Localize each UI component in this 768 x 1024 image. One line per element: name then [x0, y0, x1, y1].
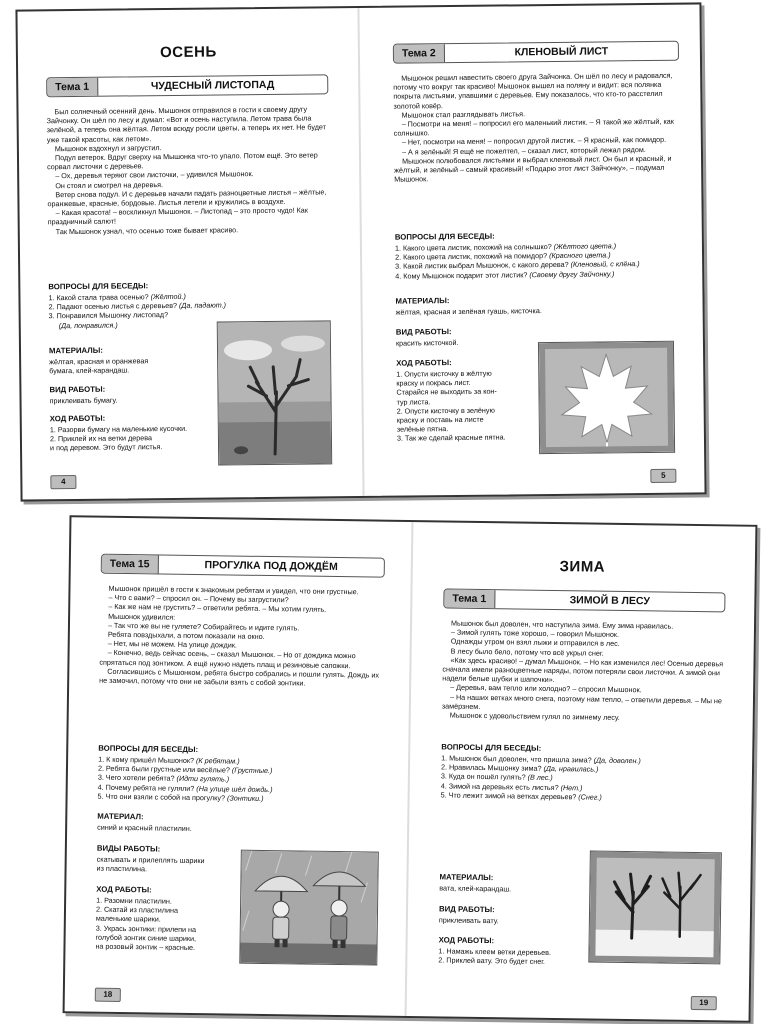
question-text: 4. Зимой на деревьях есть листья?	[440, 781, 561, 792]
progress-list	[396, 368, 537, 443]
text-line: 2. Приклей вату. Это будет снег.	[438, 955, 546, 967]
story-paragraph: В лесу было бело, потому что всё укрыл снег.	[450, 646, 604, 658]
progress-heading: ХОД РАБОТЫ:	[396, 358, 452, 368]
book-spread-autumn	[15, 2, 706, 501]
topic-header	[101, 554, 385, 578]
topic-title: ЧУДЕСНЫЙ ЛИСТОПАД	[150, 78, 275, 93]
worktype-text: красить кисточкой.	[395, 337, 459, 348]
page-5	[358, 4, 704, 496]
text-line: краску и покрась лист.	[396, 378, 471, 388]
text-line: 1. Намажь клеем ветки деревьев.	[438, 946, 552, 957]
materials-heading: МАТЕРИАЛЫ:	[48, 345, 103, 356]
story-paragraph: Согласившись с Мышонком, ребята быстро собрались и пошли гулять. Дождь их не замочил, потому что они не забыли взять с собой зонтики.	[99, 666, 380, 688]
questions-list	[98, 755, 383, 805]
story-paragraph: Мышонок с удовольствием гулял по зимнему лесу.	[449, 710, 620, 722]
story-paragraph: – Так что же вы не гуляете? Собирайтесь и идите гулять.	[107, 620, 300, 633]
answer-text: (Зонтики.)	[226, 793, 264, 803]
answer-text: (В лес.)	[527, 773, 553, 783]
story-paragraph: Ребята повздыхали, а потом показали на окно.	[107, 629, 265, 641]
progress-heading: ХОД РАБОТЫ:	[438, 935, 495, 946]
text-line: 3. Укрась зонтики: прилепи на	[95, 923, 197, 934]
answer-text: (Нет.)	[560, 782, 583, 793]
page-number: 5	[650, 469, 676, 483]
story-paragraph: – Ох, деревья теряют свои листочки, – удивился Мышонок.	[55, 169, 254, 181]
page-19	[406, 522, 754, 1021]
story-paragraph: Мышонок пришёл в гости к знакомым ребятам и увидел, что они грустные.	[108, 583, 359, 597]
question-text: 1. Какой стала трава осенью?	[48, 292, 151, 303]
story-paragraph: Подул ветерок. Вдруг сверху на Мышонка что-то упало. Потом ещё. Это ветер сорвал листочки с деревьев.	[47, 150, 318, 172]
topic-title: ЗИМОЙ В ЛЕСУ	[569, 594, 651, 608]
worktype-text	[97, 855, 247, 875]
story-paragraph: – Зимой гулять тоже хорошо, – говорил Мышонок.	[450, 627, 620, 640]
worktype-heading: ВИД РАБОТЫ:	[395, 327, 452, 337]
answer-text: (Идти гулять.)	[176, 774, 230, 784]
story-paragraph: Мышонок полюбовался листьями и выбрал кленовый лист. Он был и красный, и жёлтый, и зелёный – самый красивый! «Подарю этот лист Зайчонку», – подумал Мышонок.	[394, 153, 672, 184]
story-paragraph: Ветер снова подул. И с деревьев начали падать разноцветные листья – жёлтые, оранжевые, красные, бордовые. Листья летели и кружились в воздухе.	[47, 187, 327, 209]
story-text	[46, 104, 329, 236]
text-line: из пластилина.	[96, 863, 148, 874]
materials-text: вата, клей-карандаш.	[439, 883, 512, 894]
materials-text: жёлтая, красная и зелёная гуашь, кисточка.	[395, 306, 542, 317]
questions-heading: ВОПРОСЫ ДЛЯ БЕСЕДЫ:	[48, 281, 149, 292]
answer-text: (Жёлтого цвета.)	[553, 241, 617, 251]
answer-text: (Жёлтой.)	[150, 291, 186, 302]
text-line: и под деревом. Это будут листья.	[49, 442, 163, 453]
materials-heading: МАТЕРИАЛЫ:	[395, 296, 450, 306]
materials-heading: МАТЕРИАЛЫ:	[439, 872, 494, 883]
topic-number: Тема 15	[102, 555, 159, 574]
questions-list	[395, 241, 681, 281]
text-line: 1. Разорви бумагу на маленькие кусочки.	[49, 423, 188, 435]
topic-header	[46, 74, 328, 97]
materials-text	[49, 356, 209, 376]
question-text: 5. Что лежит зимой на ветках деревьев?	[440, 790, 579, 802]
worktype-heading: ВИДЫ РАБОТЫ:	[96, 843, 161, 854]
answer-text: (К ребятам.)	[195, 756, 240, 766]
text-line: на розовый зонтик – красные.	[95, 941, 196, 953]
topic-header	[393, 41, 679, 64]
story-paragraph: – А я зелёный! Я ещё не пожелтел, – сказал лист, который лежал рядом.	[401, 144, 646, 157]
story-text	[393, 71, 680, 184]
story-paragraph: – Как же нам не грустить? – ответили ребята. – Мы хотим гулять.	[108, 602, 327, 615]
worktype-heading: ВИД РАБОТЫ:	[49, 384, 106, 395]
text-line: тур листа.	[396, 396, 431, 407]
progress-heading: ХОД РАБОТЫ:	[49, 413, 106, 424]
text-line: зелёные пятна.	[396, 424, 449, 434]
questions-heading: ВОПРОСЫ ДЛЯ БЕСЕДЫ:	[394, 231, 495, 242]
children-umbrellas-illustration	[239, 850, 379, 966]
answer-text: (Да, падают.)	[178, 300, 227, 311]
text-line: бумага, клей-карандаш.	[49, 365, 130, 376]
story-text	[99, 584, 384, 689]
progress-heading: ХОД РАБОТЫ:	[96, 884, 152, 895]
story-paragraph: – Какая красота! – воскликнул Мышонок. – Листопад – это просто чудо! Как праздничный салют!	[47, 205, 308, 227]
worktype-text: приклеивать бумагу.	[49, 395, 118, 406]
story-paragraph: «Как здесь красиво! – думал Мышонок. – Но как изменился лес! Осенью деревья сначала имели разноцветные наряды, потом потеряли свои листочки. А зимой они надели белые шубки и шапочки».	[442, 655, 724, 685]
question-text: 2. Нравилась Мышонку зима?	[440, 762, 544, 774]
story-paragraph: – Что с вами? – спросил он. – Почему вы загрустили?	[108, 592, 289, 605]
text-line: краску и поставь на листе	[396, 414, 484, 425]
materials-heading: МАТЕРИАЛ:	[97, 811, 144, 822]
question-text: 1. Мышонок был доволен, что пришла зима?	[441, 753, 594, 765]
text-line: 3. Так же сделай красные пятна.	[396, 432, 506, 444]
page-number: 4	[50, 475, 76, 489]
worktype-heading: ВИД РАБОТЫ:	[438, 904, 495, 915]
answer-text: (На улице шёл дождь.)	[196, 783, 273, 794]
text-line: жёлтая, красная и оранжевая	[49, 356, 149, 367]
text-line: 2. Опусти кисточку в зелёную	[396, 405, 495, 416]
question-text: 5. Что они взяли с собой на прогулку?	[97, 791, 228, 803]
topic-number: Тема 1	[444, 589, 495, 608]
story-paragraph: Так Мышонок узнал, что осенью тоже бывает красиво.	[55, 224, 239, 236]
answer-text: (Да, понравился.)	[58, 320, 118, 330]
story-paragraph: – Деревья, вам тепло или холодно? – спросил Мышонок.	[450, 682, 642, 695]
story-paragraph: – На наших ветках много снега, поэтому нам тепло, – ответили деревья. – Мы не замёрзнем.	[441, 692, 723, 711]
page-number: 19	[691, 996, 717, 1010]
topic-number: Тема 2	[394, 44, 445, 63]
story-paragraph: – Нет, посмотри на меня! – попросил другой листик. – Я красный, как помидор.	[401, 135, 667, 147]
section-title: ОСЕНЬ	[159, 43, 217, 62]
story-paragraph: Был солнечный осенний день. Мышонок отправился в гости к своему другу Зайчонку. Он шёл по лесу и думал: «Вот и осень наступила. Летом трава была зелёной, а теперь она жёлтая. Летом всюду росли цветы, а теперь их нет. Не будет уже такой красоты, как летом».	[46, 104, 326, 144]
materials-text: синий и красный пластилин.	[97, 822, 192, 833]
questions-heading: ВОПРОСЫ ДЛЯ БЕСЕДЫ:	[98, 743, 199, 755]
story-paragraph: – Конечно, ведь сейчас осень, – сказал Мышонок. – Но от дождика можно спрятаться под зонтиком. А ещё нужно надеть плащ и резиновые сапожки.	[99, 648, 356, 670]
question-text: 3. Чего хотели ребята?	[97, 773, 177, 784]
story-paragraph: – Посмотри на меня! – попросил его маленький листик. – Я такой же жёлтый, как солнышко.	[393, 116, 674, 138]
text-line: скатывать и прилеплять шарики	[96, 854, 205, 866]
progress-list	[95, 896, 246, 953]
question-text: 2. Какого цвета листик, похожий на помидор?	[395, 251, 550, 262]
answer-text: (Красного цвета.)	[549, 250, 611, 261]
winter-trees-illustration	[588, 851, 722, 965]
progress-list	[50, 423, 230, 452]
question-text: 4. Кому Мышонок подарит этот листик?	[395, 269, 530, 281]
text-line: 2. Скатай из пластилина	[95, 904, 179, 915]
text-line: Старайся не выходить за кон-	[396, 386, 497, 398]
topic-header	[443, 588, 725, 612]
question-item	[395, 268, 681, 280]
story-paragraph: Мышонок был доволен, что наступила зима. Ему зима нравилась.	[450, 618, 674, 631]
worktype-text: приклеивать вату.	[438, 915, 499, 926]
book-spread-winter	[63, 515, 758, 1023]
answer-text: (Кленовый, с клёна.)	[570, 259, 640, 270]
text-line: 1. Опусти кисточку в жёлтую	[396, 368, 492, 379]
text-line: голубой зонтик синие шарики,	[95, 932, 197, 943]
page-18	[65, 517, 413, 1016]
story-paragraph: Мышонок решил навестить своего друга Зайчонка. Он шёл по лесу и радовался, потому что вокруг так красиво! Мышонок вышел на поляну и видит: вся полянка покрыта листьями, упавшими с деревьев. Ему показалось, что кто-то расстелил золотой ковёр.	[393, 70, 673, 111]
question-text: 2. Ребята были грустные или весёлые?	[97, 763, 232, 775]
bare-tree-illustration	[217, 320, 333, 465]
answer-text: (Грустные.)	[231, 765, 273, 776]
story-paragraph: Мышонок стал разглядывать листья.	[401, 109, 526, 120]
topic-title: КЛЕНОВЫЙ ЛИСТ	[514, 45, 609, 59]
topic-title: ПРОГУЛКА ПОД ДОЖДЁМ	[204, 559, 338, 573]
section-title: ЗИМА	[559, 558, 606, 576]
story-paragraph: Мышонок удивился:	[108, 611, 176, 622]
question-text: 4. Почему ребята не гуляли?	[97, 782, 197, 793]
question-text: 3. Понравился Мышонку листопад?	[48, 310, 169, 321]
text-line: 1. Разомни пластилин.	[96, 895, 172, 906]
question-text: 2. Падают осенью листья с деревьев?	[48, 301, 180, 312]
story-text	[442, 618, 725, 723]
question-text: 3. Какой листик выбрал Мышонок, с какого дерева?	[395, 260, 571, 272]
question-text: 1. Какого цвета листик, похожий на солнышко?	[394, 241, 554, 253]
page-number: 18	[95, 988, 121, 1002]
story-paragraph: Однажды утром он взял лыжи и отправился в лес.	[450, 636, 620, 649]
story-paragraph: Мышонок вздохнул и загрустил.	[54, 142, 162, 154]
progress-list	[438, 946, 598, 967]
answer-text: (Снег.)	[578, 792, 602, 802]
story-paragraph: – Нет, мы не можем. На улице дождик.	[107, 638, 238, 650]
question-text: 3. Куда он пошёл гулять?	[440, 771, 528, 783]
answer-text: (Своему другу Зайчонку.)	[529, 268, 615, 279]
question-text: 1. К кому пришёл Мышонок?	[98, 754, 197, 766]
text-line: маленькие шарики.	[95, 914, 161, 924]
answer-text: (Да, нравилась.)	[543, 764, 599, 774]
topic-number: Тема 1	[47, 78, 98, 97]
answer-text: (Да, доволен.)	[593, 755, 641, 766]
maple-leaf-illustration	[538, 341, 675, 454]
questions-list	[441, 753, 724, 803]
questions-heading: ВОПРОСЫ ДЛЯ БЕСЕДЫ:	[441, 742, 542, 753]
page-4	[17, 8, 363, 500]
story-paragraph: Он стоял и смотрел на деревья.	[55, 179, 163, 190]
text-line: 2. Приклей их на ветки дерева	[49, 433, 153, 444]
